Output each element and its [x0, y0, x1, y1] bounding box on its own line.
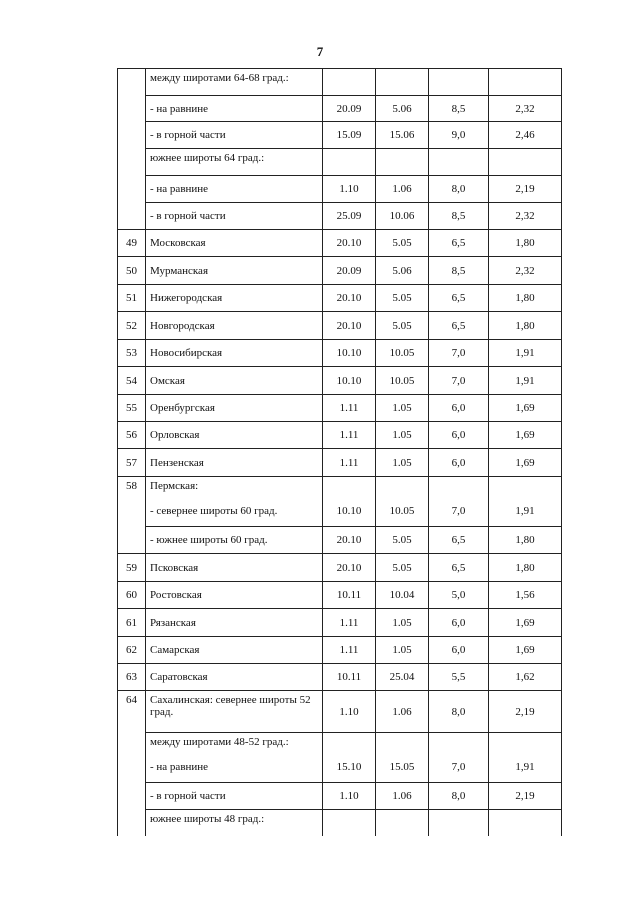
region-name-cell: Пензенская: [146, 449, 323, 477]
date-start-cell: 25.09: [323, 203, 376, 230]
date-start-cell: 20.10: [323, 312, 376, 340]
table-row: [118, 753, 562, 783]
value-2-cell: 1,69: [489, 395, 562, 422]
value-2-cell: 2,32: [489, 203, 562, 230]
date-start-cell: 1.10: [323, 783, 376, 810]
value-1-cell: 6,5: [429, 230, 489, 257]
date-start-cell: [323, 149, 376, 176]
table-row: [118, 497, 562, 527]
value-2-cell: [489, 69, 562, 96]
table-row: [118, 230, 562, 257]
date-start-cell: [323, 810, 376, 836]
region-name-cell: Московская: [146, 230, 323, 257]
row-number-cell: [118, 527, 146, 554]
table-row: [118, 257, 562, 285]
date-end-cell: 5.05: [376, 230, 429, 257]
table-row: [118, 340, 562, 367]
date-end-cell: 10.05: [376, 340, 429, 367]
value-1-cell: 8,0: [429, 691, 489, 733]
value-1-cell: 8,0: [429, 176, 489, 203]
row-number-cell: 61: [118, 609, 146, 637]
row-number-cell: 60: [118, 582, 146, 609]
row-number-cell: 55: [118, 395, 146, 422]
date-start-cell: 1.11: [323, 449, 376, 477]
row-number-cell: [118, 149, 146, 176]
row-number-cell: [118, 96, 146, 122]
row-number-cell: [118, 122, 146, 149]
date-start-cell: 1.11: [323, 395, 376, 422]
table-row: [118, 122, 562, 149]
date-start-cell: 15.10: [323, 753, 376, 783]
date-end-cell: [376, 149, 429, 176]
date-end-cell: 10.04: [376, 582, 429, 609]
value-1-cell: 7,0: [429, 340, 489, 367]
value-2-cell: 1,62: [489, 664, 562, 691]
value-1-cell: 6,5: [429, 554, 489, 582]
value-2-cell: 1,80: [489, 230, 562, 257]
date-start-cell: 10.10: [323, 367, 376, 395]
value-1-cell: 6,5: [429, 312, 489, 340]
row-number-cell: 54: [118, 367, 146, 395]
date-end-cell: 10.05: [376, 497, 429, 527]
region-name-cell: между широтами 64-68 град.:: [146, 69, 323, 96]
region-name-cell: Новгородская: [146, 312, 323, 340]
value-2-cell: 1,80: [489, 312, 562, 340]
value-2-cell: [489, 733, 562, 753]
date-end-cell: [376, 69, 429, 96]
row-number-cell: [118, 203, 146, 230]
region-name-cell: - в горной части: [146, 783, 323, 810]
date-start-cell: 1.11: [323, 637, 376, 664]
date-end-cell: 25.04: [376, 664, 429, 691]
row-number-cell: 50: [118, 257, 146, 285]
row-number-cell: [118, 733, 146, 753]
table-row: [118, 422, 562, 449]
date-start-cell: 20.10: [323, 285, 376, 312]
table-row: [118, 449, 562, 477]
date-end-cell: 5.06: [376, 96, 429, 122]
region-name-cell: - на равнине: [146, 96, 323, 122]
row-number-cell: 58: [118, 477, 146, 497]
value-2-cell: 1,91: [489, 497, 562, 527]
table-row: [118, 477, 562, 497]
region-name-cell: между широтами 48-52 град.:: [146, 733, 323, 753]
date-end-cell: [376, 477, 429, 497]
value-1-cell: 7,0: [429, 367, 489, 395]
date-end-cell: 15.05: [376, 753, 429, 783]
date-start-cell: 1.11: [323, 422, 376, 449]
value-2-cell: 2,46: [489, 122, 562, 149]
row-number-cell: 64: [118, 691, 146, 733]
region-name-cell: Саратовская: [146, 664, 323, 691]
value-1-cell: 8,5: [429, 257, 489, 285]
date-end-cell: 5.05: [376, 527, 429, 554]
table-body: [118, 69, 562, 836]
value-2-cell: 1,80: [489, 285, 562, 312]
region-name-cell: Орловская: [146, 422, 323, 449]
row-number-cell: 53: [118, 340, 146, 367]
region-name-cell: южнее широты 48 град.:: [146, 810, 323, 836]
row-number-cell: [118, 753, 146, 783]
date-end-cell: 1.05: [376, 449, 429, 477]
table-row: [118, 783, 562, 810]
region-name-cell: - на равнине: [146, 753, 323, 783]
date-end-cell: 1.05: [376, 637, 429, 664]
row-number-cell: 49: [118, 230, 146, 257]
value-1-cell: 8,5: [429, 96, 489, 122]
date-start-cell: [323, 477, 376, 497]
value-2-cell: 1,69: [489, 609, 562, 637]
date-start-cell: 10.10: [323, 497, 376, 527]
value-2-cell: 2,32: [489, 257, 562, 285]
region-name-cell: Новосибирская: [146, 340, 323, 367]
date-start-cell: 20.10: [323, 554, 376, 582]
region-name-cell: - севернее широты 60 град.: [146, 497, 323, 527]
table-row: [118, 203, 562, 230]
region-name-cell: Нижегородская: [146, 285, 323, 312]
row-number-cell: 63: [118, 664, 146, 691]
value-1-cell: 7,0: [429, 753, 489, 783]
date-end-cell: 1.06: [376, 176, 429, 203]
date-end-cell: [376, 810, 429, 836]
value-1-cell: 6,0: [429, 395, 489, 422]
date-start-cell: 20.10: [323, 527, 376, 554]
value-1-cell: 7,0: [429, 497, 489, 527]
table-row: [118, 149, 562, 176]
table-row: [118, 637, 562, 664]
region-name-cell: Ростовская: [146, 582, 323, 609]
date-end-cell: 1.05: [376, 422, 429, 449]
value-2-cell: 1,80: [489, 527, 562, 554]
value-1-cell: 6,0: [429, 637, 489, 664]
value-2-cell: 2,19: [489, 783, 562, 810]
table-row: [118, 176, 562, 203]
value-1-cell: [429, 149, 489, 176]
region-name-cell: - на равнине: [146, 176, 323, 203]
value-2-cell: [489, 810, 562, 836]
table-row: [118, 691, 562, 733]
region-name-cell: Пермская:: [146, 477, 323, 497]
value-1-cell: [429, 69, 489, 96]
row-number-cell: [118, 69, 146, 96]
value-2-cell: 1,69: [489, 449, 562, 477]
value-2-cell: 2,32: [489, 96, 562, 122]
value-1-cell: 5,0: [429, 582, 489, 609]
table-row: [118, 69, 562, 96]
table-row: [118, 554, 562, 582]
region-name-cell: Рязанская: [146, 609, 323, 637]
date-end-cell: 1.06: [376, 783, 429, 810]
region-name-cell: Мурманская: [146, 257, 323, 285]
date-start-cell: 20.09: [323, 96, 376, 122]
date-end-cell: 5.05: [376, 285, 429, 312]
date-end-cell: 5.05: [376, 554, 429, 582]
region-name-cell: Оренбургская: [146, 395, 323, 422]
table-row: [118, 609, 562, 637]
value-2-cell: 1,80: [489, 554, 562, 582]
table-row: [118, 733, 562, 753]
value-2-cell: 2,19: [489, 691, 562, 733]
value-2-cell: 1,69: [489, 422, 562, 449]
value-2-cell: 1,91: [489, 340, 562, 367]
value-1-cell: 6,5: [429, 527, 489, 554]
value-2-cell: 1,56: [489, 582, 562, 609]
table-row: [118, 527, 562, 554]
region-name-cell: Самарская: [146, 637, 323, 664]
date-start-cell: [323, 69, 376, 96]
date-end-cell: [376, 733, 429, 753]
row-number-cell: 51: [118, 285, 146, 312]
table-row: [118, 285, 562, 312]
value-2-cell: [489, 477, 562, 497]
date-start-cell: 1.11: [323, 609, 376, 637]
value-1-cell: [429, 810, 489, 836]
value-1-cell: 8,5: [429, 203, 489, 230]
value-1-cell: 8,0: [429, 783, 489, 810]
value-2-cell: 1,91: [489, 367, 562, 395]
row-number-cell: [118, 176, 146, 203]
date-end-cell: 5.05: [376, 312, 429, 340]
region-name-cell: Омская: [146, 367, 323, 395]
value-1-cell: 9,0: [429, 122, 489, 149]
region-name-cell: Сахалинская: севернее широты 52 град.: [146, 691, 323, 733]
value-1-cell: 6,0: [429, 422, 489, 449]
row-number-cell: 62: [118, 637, 146, 664]
date-start-cell: 15.09: [323, 122, 376, 149]
date-start-cell: [323, 733, 376, 753]
row-number-cell: [118, 810, 146, 836]
row-number-cell: 57: [118, 449, 146, 477]
value-2-cell: 2,19: [489, 176, 562, 203]
value-1-cell: 6,0: [429, 449, 489, 477]
date-start-cell: 10.11: [323, 582, 376, 609]
row-number-cell: 56: [118, 422, 146, 449]
value-1-cell: 6,5: [429, 285, 489, 312]
value-2-cell: [489, 149, 562, 176]
region-name-cell: - в горной части: [146, 203, 323, 230]
table-row: [118, 582, 562, 609]
date-start-cell: 1.10: [323, 691, 376, 733]
region-name-cell: - южнее широты 60 град.: [146, 527, 323, 554]
row-number-cell: 59: [118, 554, 146, 582]
region-name-cell: южнее широты 64 град.:: [146, 149, 323, 176]
date-end-cell: 10.06: [376, 203, 429, 230]
row-number-cell: [118, 497, 146, 527]
date-end-cell: 1.05: [376, 395, 429, 422]
value-2-cell: 1,69: [489, 637, 562, 664]
date-start-cell: 10.11: [323, 664, 376, 691]
date-start-cell: 10.10: [323, 340, 376, 367]
value-1-cell: [429, 733, 489, 753]
value-1-cell: 6,0: [429, 609, 489, 637]
row-number-cell: 52: [118, 312, 146, 340]
regions-table: [117, 68, 562, 836]
value-1-cell: [429, 477, 489, 497]
date-end-cell: 15.06: [376, 122, 429, 149]
table-row: [118, 664, 562, 691]
region-name-cell: - в горной части: [146, 122, 323, 149]
date-end-cell: 1.05: [376, 609, 429, 637]
table-row: [118, 367, 562, 395]
date-end-cell: 5.06: [376, 257, 429, 285]
table-row: [118, 810, 562, 836]
date-end-cell: 1.06: [376, 691, 429, 733]
table-row: [118, 96, 562, 122]
table-row: [118, 395, 562, 422]
region-name-cell: Псковская: [146, 554, 323, 582]
value-2-cell: 1,91: [489, 753, 562, 783]
date-start-cell: 20.09: [323, 257, 376, 285]
table-row: [118, 312, 562, 340]
date-start-cell: 20.10: [323, 230, 376, 257]
row-number-cell: [118, 783, 146, 810]
date-end-cell: 10.05: [376, 367, 429, 395]
value-1-cell: 5,5: [429, 664, 489, 691]
date-start-cell: 1.10: [323, 176, 376, 203]
page-number: 7: [316, 44, 324, 59]
